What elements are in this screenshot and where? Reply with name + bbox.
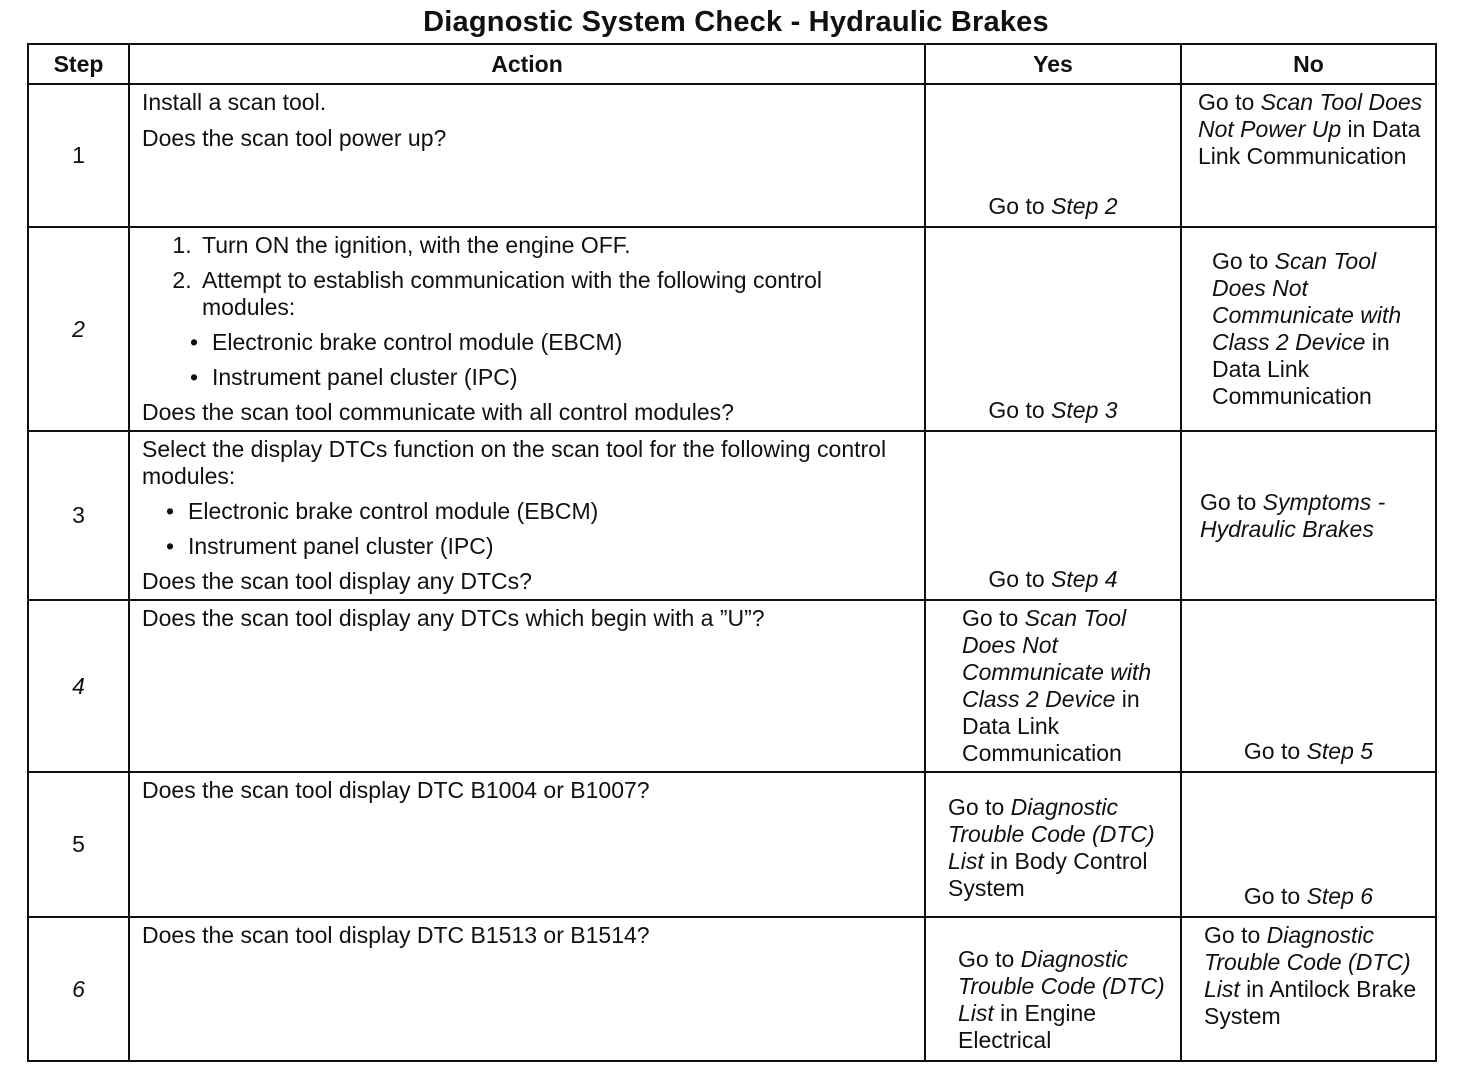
page-title: Diagnostic System Check - Hydraulic Brakes: [423, 6, 1049, 38]
action-cell: [129, 772, 925, 917]
yes-link[interactable]: Go to Step 4: [988, 566, 1118, 592]
yes-link[interactable]: Go to Diagnostic Trouble Code (DTC) List in Body Control System: [948, 793, 1155, 901]
header-no: No: [1181, 44, 1436, 84]
step-number: 6: [28, 917, 129, 1061]
no-link[interactable]: Go to Diagnostic Trouble Code (DTC) List in Antilock Brake System: [1204, 922, 1417, 1029]
yes-cell: [925, 431, 1181, 600]
action-question: Does the scan tool display any DTCs which begin with a ”U”?: [142, 605, 765, 631]
yes-cell: [925, 84, 1181, 227]
action-cell: [129, 600, 925, 772]
list-item: • Electronic brake control module (EBCM): [212, 329, 916, 356]
yes-link[interactable]: Go to Diagnostic Trouble Code (DTC) List in Engine Electrical: [958, 946, 1165, 1053]
no-cell: [1181, 227, 1436, 431]
table-row: [28, 600, 1436, 772]
yes-cell: [925, 227, 1181, 431]
header-yes: Yes: [925, 44, 1181, 84]
action-cell: [129, 227, 925, 431]
no-link[interactable]: Go to Symptoms - Hydraulic Brakes: [1200, 488, 1386, 542]
step-number: 3: [28, 431, 129, 600]
no-link[interactable]: Go to Step 5: [1243, 738, 1374, 764]
diagnostic-table: [27, 43, 1437, 1062]
action-question: Does the scan tool display DTC B1513 or B1514?: [142, 922, 650, 948]
list-item: • Instrument panel cluster (IPC): [188, 533, 916, 560]
action-cell: [129, 917, 925, 1061]
list-item: • Electronic brake control module (EBCM): [188, 498, 916, 525]
table-row: [28, 917, 1436, 1061]
action-question: Does the scan tool display DTC B1004 or B1007?: [142, 777, 650, 803]
yes-cell: [925, 772, 1181, 917]
list-item: 1. Turn ON the ignition, with the engine OFF.: [198, 232, 916, 259]
no-link[interactable]: Go to Scan Tool Does Not Communicate with Class 2 Device in Data Link Communication: [1212, 248, 1402, 409]
no-link[interactable]: Go to Scan Tool Does Not Power Up in Data Link Communication: [1198, 89, 1423, 169]
table-row: [28, 84, 1436, 227]
no-cell: [1181, 431, 1436, 600]
no-link[interactable]: Go to Step 6: [1243, 883, 1374, 909]
no-cell: [1181, 84, 1436, 227]
action-question: Does the scan tool display any DTCs?: [142, 568, 532, 594]
step-number: 2: [28, 227, 129, 431]
no-cell: [1181, 917, 1436, 1061]
step-number: 1: [28, 84, 129, 227]
header-row: [28, 44, 1436, 84]
yes-cell: [925, 600, 1181, 772]
action-cell: [129, 431, 925, 600]
action-text: Select the display DTCs function on the scan tool for the following control modules:: [142, 436, 887, 489]
yes-link[interactable]: Go to Step 3: [988, 397, 1118, 423]
numbered-list: [142, 232, 916, 321]
yes-cell: [925, 917, 1181, 1061]
header-action: Action: [129, 44, 925, 84]
step-number: 5: [28, 772, 129, 917]
bullet-list: [142, 498, 916, 560]
table-row: [28, 431, 1436, 600]
table-row: [28, 772, 1436, 917]
step-number: 4: [28, 600, 129, 772]
yes-link[interactable]: Go to Scan Tool Does Not Communicate with Class 2 Device in Data Link Communication: [962, 605, 1152, 766]
list-item: • Instrument panel cluster (IPC): [212, 364, 916, 391]
table-row: [28, 227, 1436, 431]
action-question: Does the scan tool communicate with all control modules?: [142, 399, 734, 425]
yes-link[interactable]: Go to Step 2: [988, 193, 1118, 219]
action-cell: [129, 84, 925, 227]
list-item: 2. Attempt to establish communication with the following control modules:: [198, 267, 916, 321]
bullet-list: [142, 329, 916, 391]
action-text: Install a scan tool.: [142, 89, 327, 115]
no-cell: [1181, 600, 1436, 772]
header-step: Step: [28, 44, 129, 84]
action-question: Does the scan tool power up?: [142, 125, 447, 151]
no-cell: [1181, 772, 1436, 917]
